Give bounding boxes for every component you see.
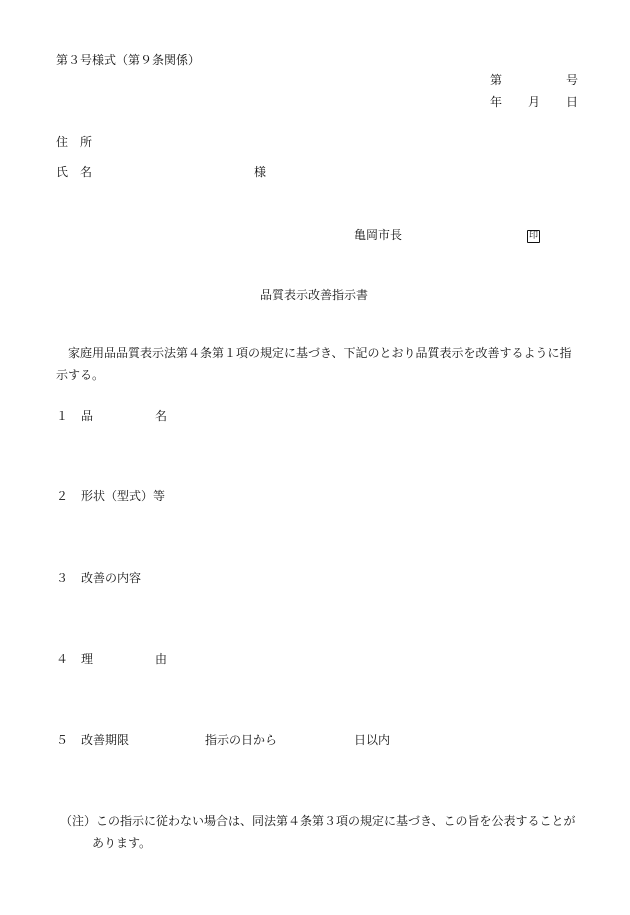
honorific: 様 <box>254 165 267 179</box>
doc-number-prefix: 第 <box>490 73 503 87</box>
item-3-label: 改善の内容 <box>81 571 142 585</box>
item-4-number: ４ <box>56 652 69 666</box>
body-text: 家庭用品品質表示法第４条第１項の規定に基づき、下記のとおり品質表示を改善するように指示する。 <box>56 346 572 382</box>
doc-title: 品質表示改善指示書 <box>260 288 369 302</box>
item-1-number: １ <box>56 409 69 423</box>
form-number: 第３号様式（第９条関係） <box>56 53 201 67</box>
address-label: 住 所 <box>56 135 93 149</box>
item-5-text-end: 日以内 <box>354 733 391 747</box>
item-5-text-mid: 指示の日から <box>205 733 278 747</box>
item-2-label: 形状（型式）等 <box>81 489 166 503</box>
item-1-label-a: 品 <box>81 409 94 423</box>
doc-number-suffix: 号 <box>566 73 579 87</box>
date-year: 年 <box>490 95 503 109</box>
item-2-number: ２ <box>56 489 69 503</box>
item-5-number: ５ <box>56 733 69 747</box>
note-text: （注）この指示に従わない場合は、同法第４条第３項の規定に基づき、この旨を公表することがあります。 <box>60 814 576 850</box>
issuer-title: 亀岡市長 <box>354 228 403 242</box>
seal-icon: 印 <box>528 231 538 241</box>
name-label: 氏 名 <box>56 165 93 179</box>
date-day: 日 <box>566 95 579 109</box>
item-5-label: 改善期限 <box>81 733 130 747</box>
item-4-label-a: 理 <box>81 652 94 666</box>
item-1-label-b: 名 <box>155 409 168 423</box>
item-3-number: ３ <box>56 571 69 585</box>
seal-mark <box>527 228 540 243</box>
date-month: 月 <box>528 95 541 109</box>
item-4-label-b: 由 <box>155 652 168 666</box>
